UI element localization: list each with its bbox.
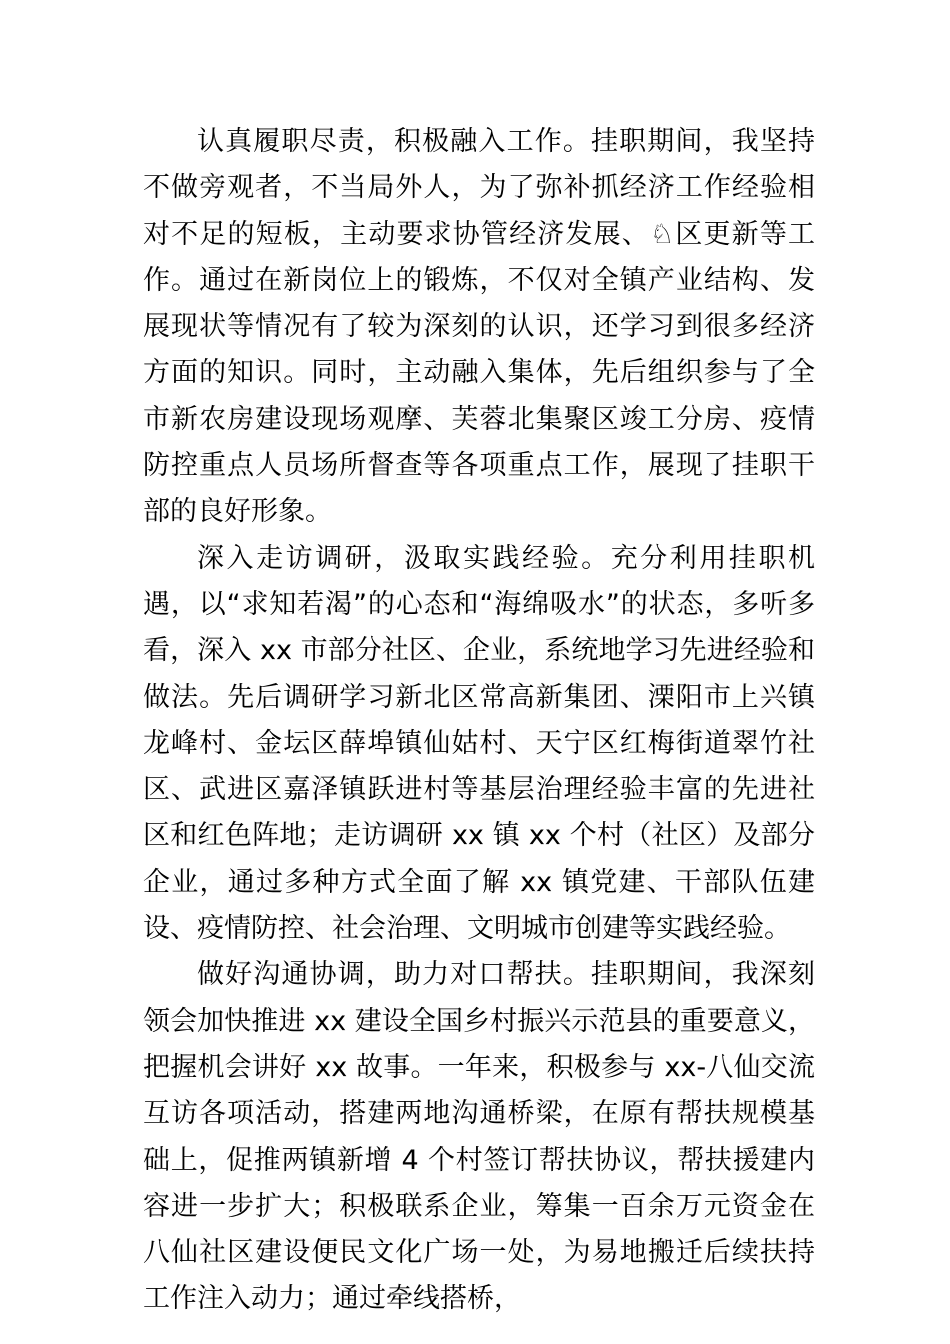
paragraph-field-research: 深入走访调研，汲取实践经验。充分利用挂职机遇，以“求知若渴”的心态和“海绵吸水”的状态，多听多看，深入 xx 市部分社区、企业，系统地学习先进经验和做法。先后调研学习新北区常高新集团、溧阳市上兴镇龙峰村、金坛区薛埠镇仙姑村、天宁区红梅街道翠竹社区、武进区嘉泽镇跃进村等基层治理经验丰富的先进社区和红色阵地；走访调研 xx 镇 xx 个村（社区）及部分企业，通过多种方式全面了解 xx 镇党建、干部队伍建设、疫情防控、社会治理、文明城市创建等实践经验。 [143,542,815,945]
paragraph-performing-duties: 认真履职尽责，积极融入工作。挂职期间，我坚持不做旁观者，不当局外人，为了弥补抓经济工作经验相对不足的短板，主动要求协管经济发展、♘区更新等工作。通过在新岗位上的锻炼，不仅对全镇产业结构、发展现状等情况有了较为深刻的认识，还学习到很多经济方面的知识。同时，主动融入集体，先后组织参与了全市新农房建设现场观摩、芙蓉北集聚区竣工分房、疫情防控重点人员场所督查等各项重点工作，展现了挂职干部的良好形象。 [143,126,815,528]
document-body [143,119,815,1323]
paragraph-coordination-assistance: 做好沟通协调，助力对口帮扶。挂职期间，我深刻领会加快推进 xx 建设全国乡村振兴示范县的重要意义，把握机会讲好 xx 故事。一年来，积极参与 xx-八仙交流互访各项活动，搭建两地沟通桥梁，在原有帮扶规模基础上，促推两镇新增 4 个村签订帮扶协议，帮扶援建内容进一步扩大；积极联系企业，筹集一百余万元资金在八仙社区建设便民文化广场一处，为易地搬迁后续扶持工作注入动力；通过牵线搭桥， [143,959,815,1315]
